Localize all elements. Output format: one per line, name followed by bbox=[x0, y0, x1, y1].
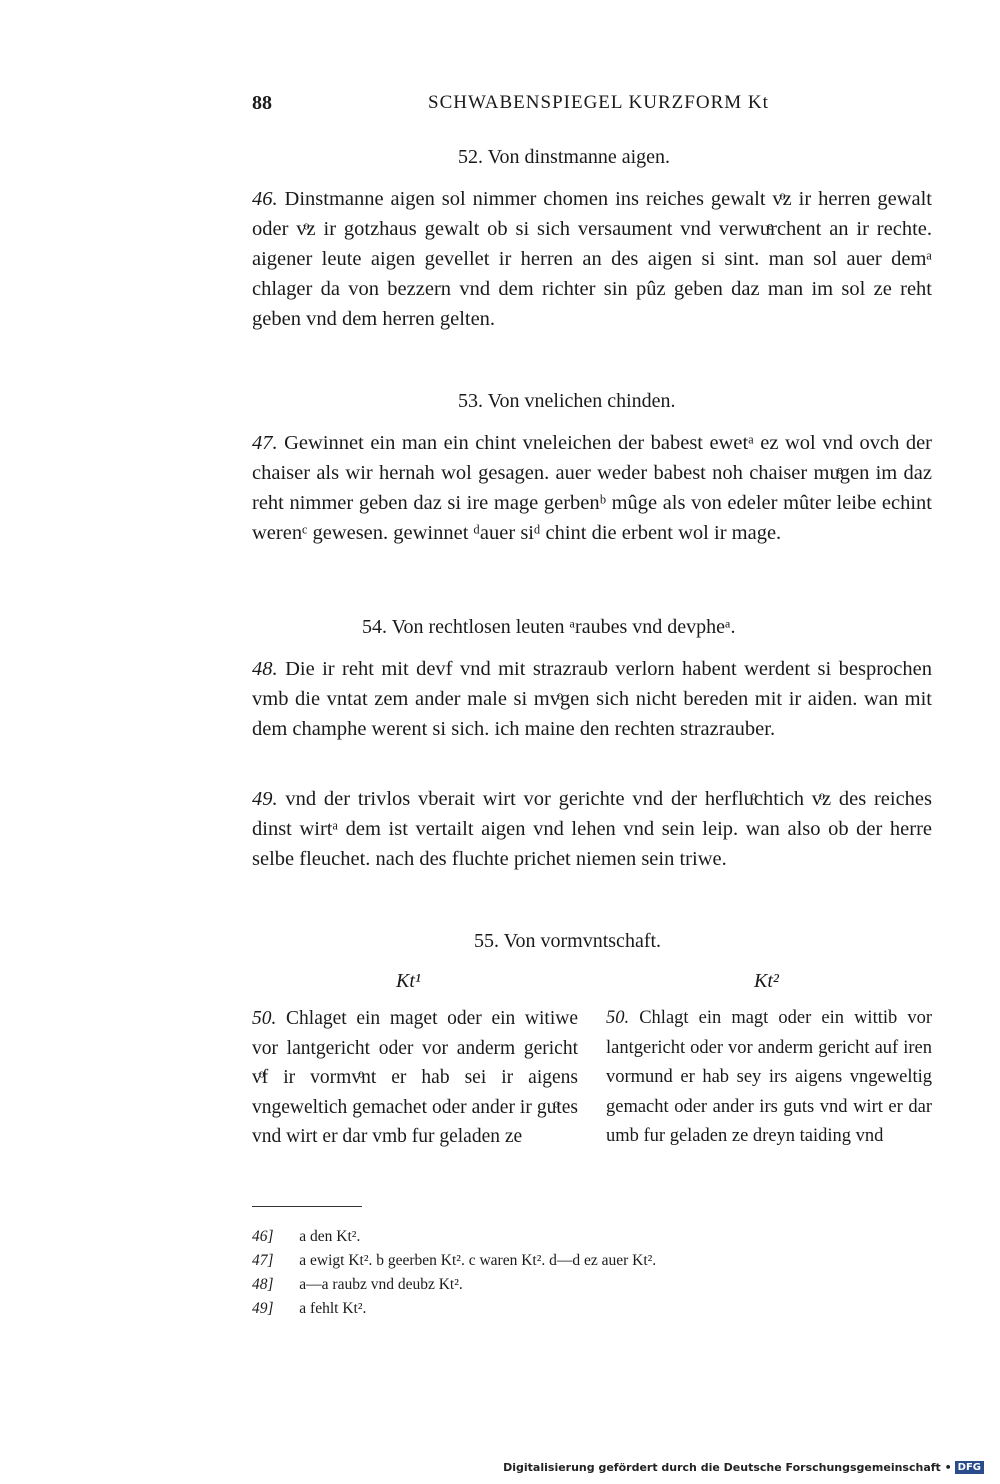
paragraph-number: 49. bbox=[252, 788, 278, 810]
paragraph-47 bbox=[252, 428, 932, 548]
column-heading-kt1: Kt¹ bbox=[396, 970, 421, 992]
paragraph-number: 48. bbox=[252, 658, 278, 680]
column-paragraph-kt2 bbox=[606, 1004, 932, 1152]
footnote-ref: 48] bbox=[252, 1276, 274, 1293]
dfg-logo: DFG bbox=[955, 1461, 984, 1474]
paragraph-number: 50. bbox=[606, 1008, 630, 1028]
paragraph-number: 46. bbox=[252, 188, 278, 210]
paragraph-text: Dinstmanne aigen sol nimmer chomen ins reiches gewalt vͦz ir herren gewalt oder vͦz ir gotzhaus gewalt ob si sich versaument vnd verwuͤrchent an ir rechte. aigener leute aigen gevellet ir herren an des aigen si sint. man sol auer demᵃ chlager da von bezzern vnd dem richter sin pûz geben daz man im sol ze reht geben vnd dem herren gelten. bbox=[252, 188, 932, 330]
column-paragraph-kt1 bbox=[252, 1004, 578, 1152]
footnote-ref: 47] bbox=[252, 1252, 274, 1269]
paragraph-text: Die ir reht mit devf vnd mit strazraub verlorn habent werdent si besprochen vmb die vntat zem ander male si mvͦgen sich nicht bereden mit ir aiden. wan mit dem champhe werent si sich. ich maine den rechten strazrauber. bbox=[252, 658, 933, 740]
paragraph-text: vnd der trivlos vberait wirt vor gerichte vnd der herfluͦchtich vͦz des reiches dinst wirtᵃ dem ist vertailt aigen vnd lehen vnd sein leip. wan also ob der herre selbe fleuchet. nach des fluchte prichet niemen sein triwe. bbox=[252, 788, 933, 870]
footnote-ref: 46] bbox=[252, 1228, 274, 1245]
section-heading-55: 55. Von vormvntschaft. bbox=[474, 930, 662, 952]
credit-text: Digitalisierung gefördert durch die Deutsche Forschungsgemeinschaft • bbox=[503, 1461, 952, 1474]
footnote-text: a ewigt Kt². b geerben Kt². c waren Kt². d—d ez auer Kt². bbox=[299, 1252, 657, 1269]
footnote-text: a—a raubz vnd deubz Kt². bbox=[299, 1276, 463, 1293]
footnotes bbox=[252, 1225, 952, 1321]
section-heading-54: 54. Von rechtlosen leuten ᵃraubes vnd devpheᵃ. bbox=[362, 616, 736, 638]
footnote-text: a den Kt². bbox=[299, 1228, 361, 1245]
footnote bbox=[252, 1297, 952, 1321]
footnote-text: a fehlt Kt². bbox=[299, 1300, 367, 1317]
page-header bbox=[252, 92, 932, 122]
paragraph-48 bbox=[252, 654, 932, 744]
footnote-ref: 49] bbox=[252, 1300, 274, 1317]
paragraph-text: Chlaget ein maget oder ein witiwe vor lantgericht oder vor anderm gericht vͦf ir vormvͦnt er hab sei ir aigens vngeweltich gemachet oder ander ir guͦtes vnd wirt er dar vmb fur geladen ze bbox=[252, 1008, 579, 1147]
page-number: 88 bbox=[252, 92, 272, 114]
footnote bbox=[252, 1249, 952, 1273]
footnote bbox=[252, 1225, 952, 1249]
digitization-credit bbox=[503, 1461, 984, 1474]
footnote-divider bbox=[252, 1206, 362, 1207]
section-heading-52: 52. Von dinstmanne aigen. bbox=[458, 146, 671, 168]
section-heading-53: 53. Von vnelichen chinden. bbox=[458, 390, 676, 412]
paragraph-text: Chlagt ein magt oder ein wittib vor lantgericht oder vor anderm gericht auf iren vormund er hab sey irs aigens vngeweltig gemacht oder ander irs guts vnd wirt er dar umb fur geladen ze dreyn taiding vnd bbox=[606, 1008, 932, 1146]
paragraph-49 bbox=[252, 784, 932, 874]
column-heading-kt2: Kt² bbox=[754, 970, 779, 992]
paragraph-number: 47. bbox=[252, 432, 278, 454]
paragraph-number: 50. bbox=[252, 1008, 277, 1029]
footnote bbox=[252, 1273, 952, 1297]
paragraph-text: Gewinnet ein man ein chint vneleichen der babest ewetᵃ ez wol vnd ovch der chaiser als wir hernah wol gesagen. auer weder babest noh chaiser muͤgen im daz reht nimmer geben daz si ire mage gerbenᵇ mûge als von edeler mûter leibe echint werenᶜ gewesen. gewinnet ᵈauer siᵈ chint die erbent wol ir mage. bbox=[252, 432, 932, 544]
paragraph-46 bbox=[252, 184, 932, 334]
running-title: SCHWABENSPIEGEL KURZFORM Kt bbox=[428, 92, 769, 113]
